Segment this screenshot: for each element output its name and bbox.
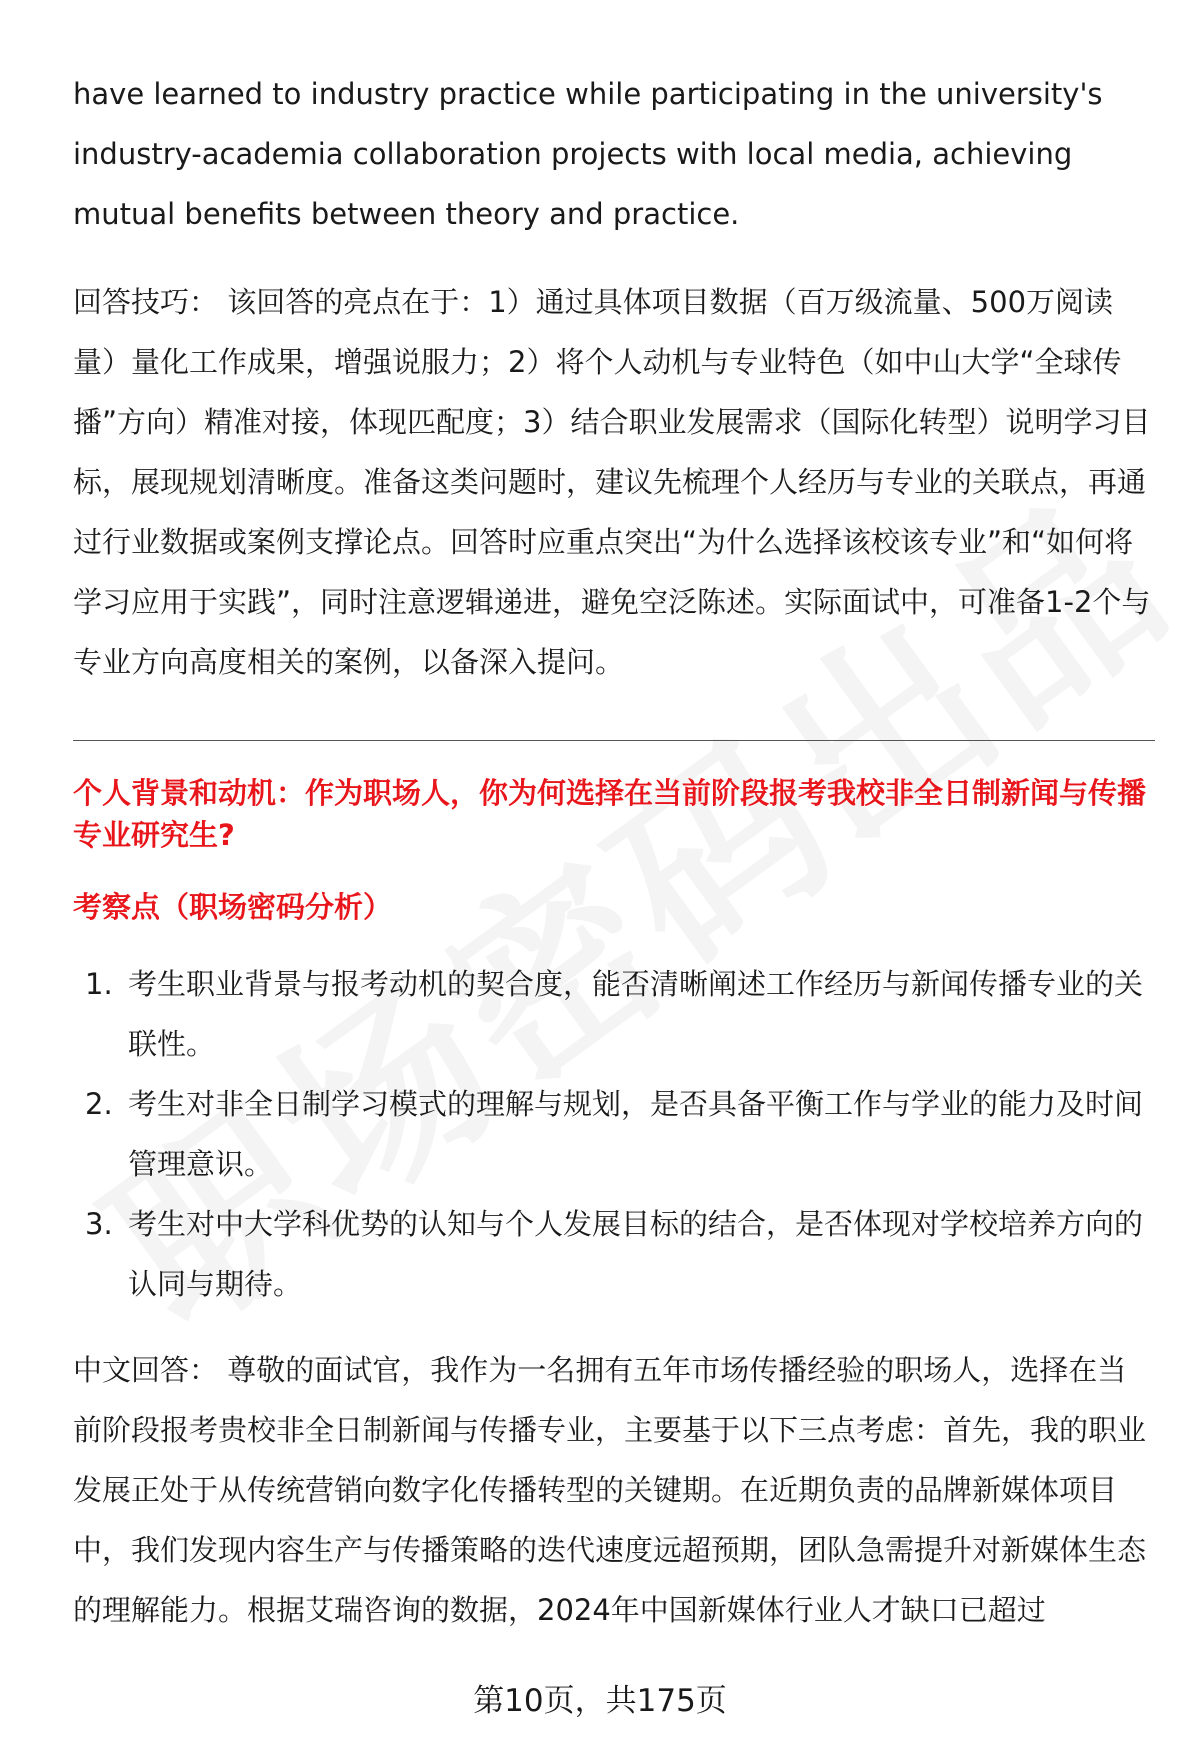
- list-item: [73, 1074, 1155, 1194]
- list-item: [73, 954, 1155, 1074]
- english-paragraph: have learned to industry practice while participating in the university's industry-academia collaboration projects with local media, achieving mutual benefits between theory and practice.: [73, 77, 1103, 231]
- chinese-answer-label: 中文回答：: [73, 1353, 219, 1387]
- assessment-points-list: [73, 954, 1155, 1314]
- list-item-text: 考生职业背景与报考动机的契合度，能否清晰阐述工作经历与新闻传播专业的关联性。: [128, 967, 1144, 1061]
- answer-tip-text: 该回答的亮点在于：1）通过具体项目数据（百万级流量、500万阅读量）量化工作成果，增强说服力；2）将个人动机与专业特色（如中山大学“全球传播”方向）精准对接，体现匹配度；3）结合职业发展需求（国际化转型）说明学习目标，展现规划清晰度。准备这类问题时，建议先梳理个人经历与专业的关联点，再通过行业数据或案例支撑论点。回答时应重点突出“为什么选择该校该专业”和“如何将学习应用于实践”，同时注意逻辑递进，避免空泛陈述。实际面试中，可准备1-2个与专业方向高度相关的案例，以备深入提问。: [73, 285, 1151, 679]
- list-item-number: 3.: [85, 1207, 113, 1241]
- chinese-answer-paragraph: [73, 1340, 1155, 1640]
- list-item-number: 1.: [85, 967, 113, 1001]
- page-number-footer: 第10页，共175页: [473, 1683, 727, 1719]
- question-title: 个人背景和动机：作为职场人，你为何选择在当前阶段报考我校非全日制新闻与传播专业研究生?: [73, 776, 1147, 852]
- list-item: [73, 1194, 1155, 1314]
- section-divider: [73, 740, 1155, 741]
- answer-tip-paragraph: [73, 272, 1155, 692]
- list-item-text: 考生对非全日制学习模式的理解与规划，是否具备平衡工作与学业的能力及时间管理意识。: [128, 1087, 1144, 1181]
- list-item-text: 考生对中大学科优势的认知与个人发展目标的结合，是否体现对学校培养方向的认同与期待。: [128, 1207, 1144, 1301]
- chinese-answer-text: 尊敬的面试官，我作为一名拥有五年市场传播经验的职场人，选择在当前阶段报考贵校非全日制新闻与传播专业，主要基于以下三点考虑：首先，我的职业发展正处于从传统营销向数字化传播转型的关键期。在近期负责的品牌新媒体项目中，我们发现内容生产与传播策略的迭代速度远超预期，团队急需提升对新媒体生态的理解能力。根据艾瑞咨询的数据，2024年中国新媒体行业人才缺口已超过: [73, 1353, 1147, 1627]
- answer-tip-label: 回答技巧：: [73, 285, 219, 319]
- list-item-number: 2.: [85, 1087, 113, 1121]
- assessment-points-heading: 考察点（职场密码分析）: [73, 890, 393, 924]
